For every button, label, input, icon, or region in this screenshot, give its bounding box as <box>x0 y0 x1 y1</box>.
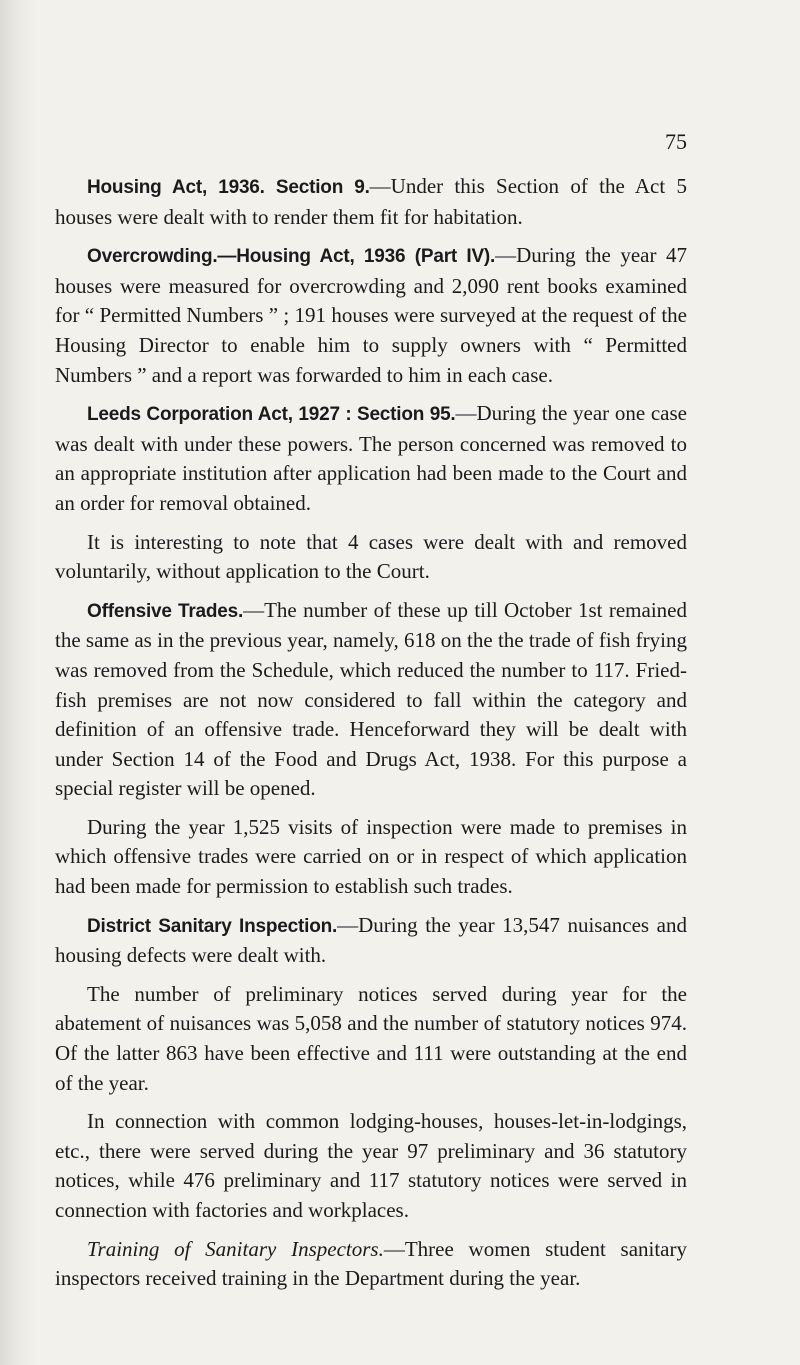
paragraph-preliminary-notices <box>55 980 687 1098</box>
paragraph-inspection-visits <box>55 813 687 902</box>
paragraph-voluntary-removals <box>55 528 687 587</box>
paragraph-heading: Training of Sanitary Inspectors. <box>87 1236 384 1261</box>
page-number: 75 <box>665 129 687 154</box>
paragraph-heading: District Sanitary Inspection. <box>87 915 338 937</box>
paragraph-district-sanitary-inspection <box>55 911 687 971</box>
paragraph-text: —Under this Section of the Act 5 houses were dealt with to render them fit for habitation. <box>55 174 687 229</box>
paragraph-housing-act-section-9 <box>55 172 687 232</box>
paragraph-text: During the year 1,525 visits of inspection were made to premises in which offensive trades were carried on or in respect of which application had been made for permission to establish such trades. <box>55 814 687 899</box>
paragraph-text: —The number of these up till October 1st remained the same as in the previous year, namely, 618 on the the trade of fish frying was removed from the Schedule, which reduced the number to 117. Fried-fish premises are not now considered to fall within the category and definition of an offensive trade. Henceforward they will be dealt with under Section 14 of the Food and Drugs Act, 1938. For this purpose a special register will be opened. <box>55 597 687 801</box>
paragraph-text: The number of preliminary notices served during year for the abatement of nuisances was 5,058 and the number of statutory notices 974. Of the latter 863 have been effective and 111 were outstanding at the end of the year. <box>55 981 687 1095</box>
paragraph-heading: Housing Act, 1936. Section 9. <box>87 177 370 198</box>
scan-edge-shadow <box>0 0 38 1365</box>
paragraph-text: In connection with common lodging-houses, houses-let-in-lodgings, etc., there were served during the year 97 preliminary and 36 statutory notices, while 476 preliminary and 117 statutory notices were served in connection with factories and workplaces. <box>55 1109 687 1222</box>
paragraph-heading: Offensive Trades. <box>87 600 244 622</box>
paragraph-lodging-houses <box>55 1107 687 1225</box>
paragraph-leeds-corporation-act <box>55 399 687 518</box>
paragraph-text: —During the year 47 houses were measured for overcrowding and 2,090 rent books examined for “ Permitted Numbers ” ; 191 houses were surveyed at the request of the Housing Director to enable him to supply owners with “ Permitted Numbers ” and a report was forwarded to him in each case. <box>55 243 687 387</box>
paragraph-offensive-trades <box>55 596 687 804</box>
paragraph-heading: Overcrowding.—Housing Act, 1936 (Part IV). <box>87 246 496 268</box>
paragraph-training-sanitary-inspectors <box>55 1235 687 1294</box>
document-body <box>55 172 687 1303</box>
paragraph-text: —During the year one case was dealt with under these powers. The person concerned was removed to an appropriate institution after application had been made to the Court and an order for removal obtained. <box>55 401 687 515</box>
paragraph-text: —During the year 13,547 nuisances and housing defects were dealt with. <box>55 912 687 968</box>
paragraph-heading: Leeds Corporation Act, 1927 : Section 95. <box>87 404 456 426</box>
paragraph-text: —Three women student sanitary inspectors received training in the Department during the year. <box>55 1236 687 1291</box>
paragraph-overcrowding <box>55 241 687 390</box>
paragraph-text: It is interesting to note that 4 cases were dealt with and removed voluntarily, without application to the Court. <box>55 529 687 584</box>
